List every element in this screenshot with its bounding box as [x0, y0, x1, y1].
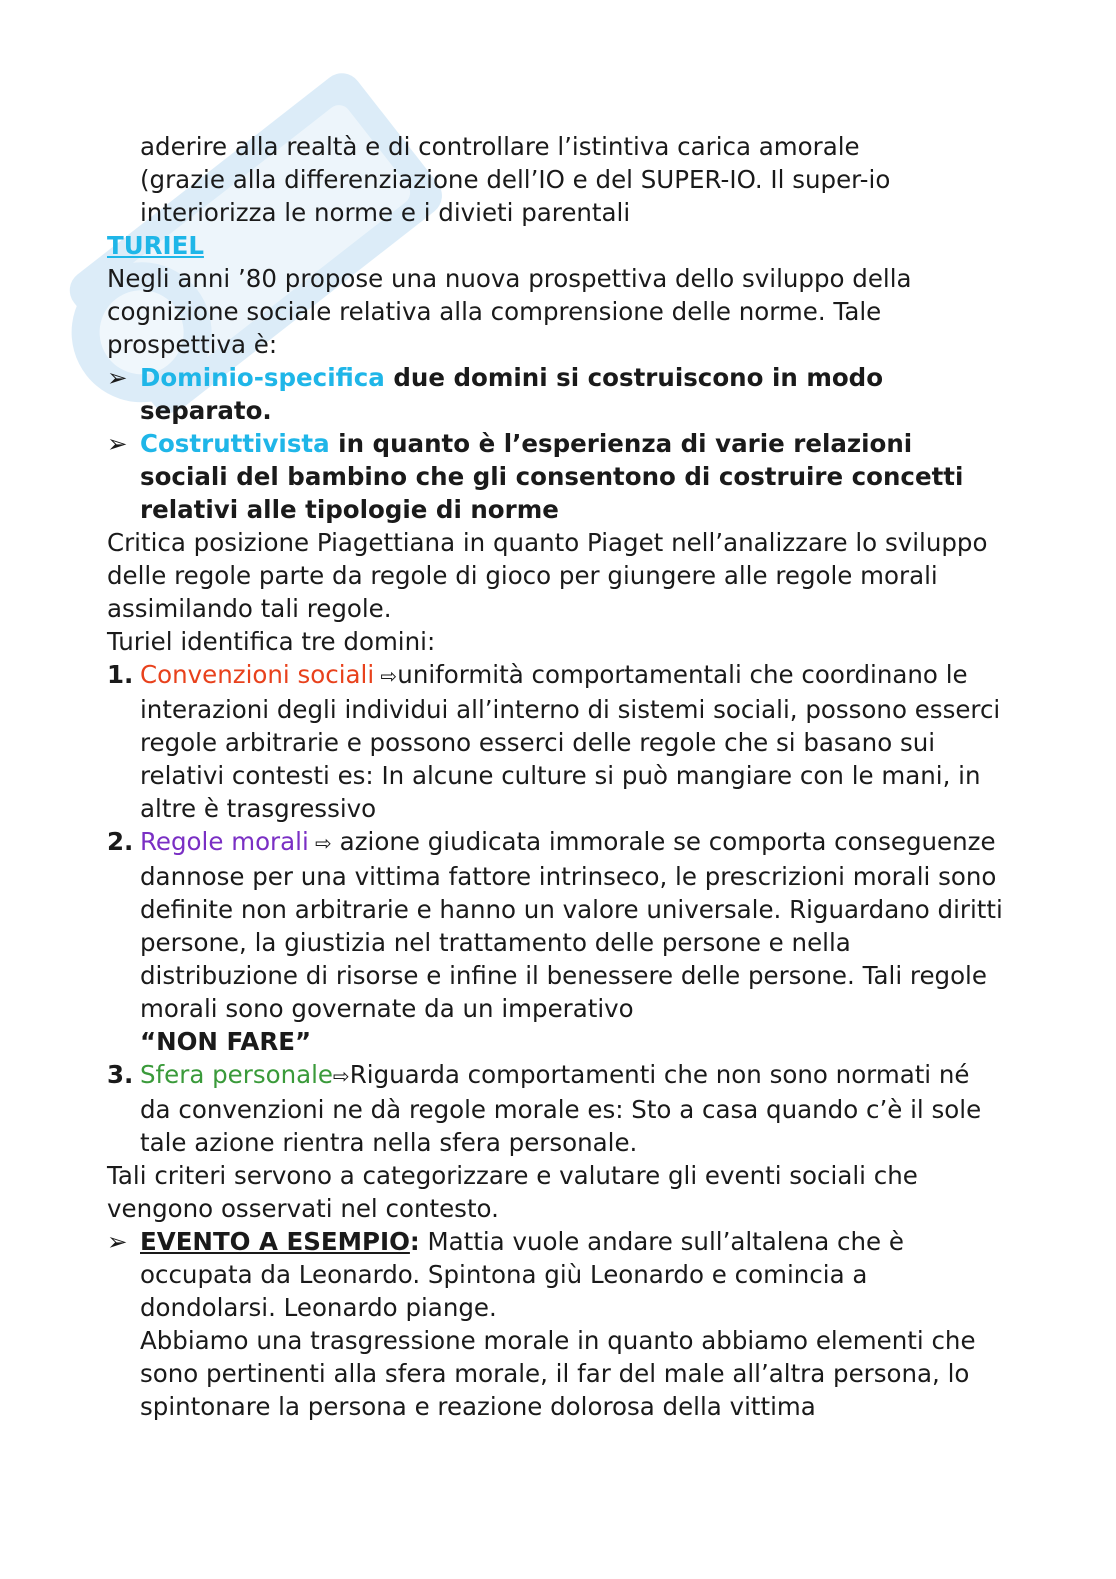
list-item-perspective — [107, 427, 1007, 526]
arrow-right-icon: ⇨ — [374, 664, 398, 688]
term-costruttivista: Costruttivista — [140, 429, 330, 458]
section-heading — [107, 229, 1007, 262]
paragraph-criteri: Tali criteri servono a categorizzare e valutare gli eventi sociali che vengono osservati nel contesto. — [107, 1161, 918, 1223]
example-colon: : — [409, 1227, 420, 1256]
term-dominio-specifica: Dominio-specifica — [140, 363, 385, 392]
document-page — [107, 130, 1007, 1423]
emphasis-non-fare: “NON FARE” — [140, 1027, 312, 1056]
arrow-bullet-icon: ➢ — [107, 429, 128, 458]
list-item-domain — [107, 658, 1007, 825]
domain-text: uniformità comportamentali che coordinano le interazioni degli individui all’interno di sistemi sociali, possono esserci regole arbitrarie e possono esserci delle regole che si basano sui relativi contesti es: In alcune culture si può mangiare con le mani, in altre è trasgressivo — [140, 660, 1001, 823]
example-analysis: Abbiamo una trasgressione morale in quanto abbiamo elementi che sono pertinenti alla sfera morale, il far del male all’altra persona, lo spintonare la persona e reazione dolorosa della vittima — [140, 1326, 976, 1421]
list-item-example — [107, 1225, 1007, 1423]
intro-text — [107, 130, 1007, 229]
arrow-bullet-icon: ➢ — [107, 1227, 128, 1256]
arrow-right-icon: ⇨ — [333, 1064, 350, 1088]
paragraph-intro: Negli anni ’80 propose una nuova prospettiva dello sviluppo della cognizione sociale relativa alla comprensione delle norme. Tale prospettiva è: — [107, 264, 912, 359]
domain-text: azione giudicata immorale se comporta conseguenze dannose per una vittima fattore intrinseco, le prescrizioni morali sono definite non arbitrarie e hanno un valore universale. Riguardano diritti persone, la giustizia nel trattamento delle persone e nella distribuzione di risorse e infine il benessere delle persone. Tali regole morali sono governate da un imperativo — [140, 827, 1003, 1023]
term-convenzioni-sociali: Convenzioni sociali — [140, 660, 375, 689]
term-regole-morali: Regole morali — [140, 827, 309, 856]
perspective-text: due domini si costruiscono in modo separato. — [140, 363, 884, 425]
text-line: (grazie alla differenziazione dell’IO e del SUPER-IO. Il super-io — [140, 165, 891, 194]
list-item-domain — [107, 1058, 1007, 1159]
paragraph-domini: Turiel identifica tre domini: — [107, 627, 436, 656]
list-number: 1. — [107, 660, 134, 689]
list-item-domain — [107, 825, 1007, 1058]
list-item-perspective — [107, 361, 1007, 427]
arrow-bullet-icon: ➢ — [107, 363, 128, 392]
example-text: Mattia vuole andare sull’altalena che è occupata da Leonardo. Spintona giù Leonardo e comincia a dondolarsi. Leonardo piange. — [140, 1227, 904, 1322]
example-label: EVENTO A ESEMPIO — [140, 1227, 410, 1256]
list-number: 3. — [107, 1060, 134, 1089]
domain-text: Riguarda comportamenti che non sono normati né da convenzioni ne dà regole morale es: Sto a casa quando c’è il sole tale azione rientra nella sfera personale. — [140, 1060, 982, 1157]
paragraph-critica: Critica posizione Piagettiana in quanto Piaget nell’analizzare lo sviluppo delle regole parte da regole di gioco per giungere alle regole morali assimilando tali regole. — [107, 528, 988, 623]
perspective-text: in quanto è l’esperienza di varie relazioni sociali del bambino che gli consentono di costruire concetti relativi alle tipologie di norme — [140, 429, 964, 524]
arrow-right-icon: ⇨ — [308, 831, 332, 855]
term-sfera-personale: Sfera personale — [140, 1060, 333, 1089]
text-line: interiorizza le norme e i divieti parentali — [140, 198, 631, 227]
heading-turiel: TURIEL — [107, 231, 204, 260]
list-number: 2. — [107, 827, 134, 856]
text-line: aderire alla realtà e di controllare l’istintiva carica amorale — [140, 132, 860, 161]
